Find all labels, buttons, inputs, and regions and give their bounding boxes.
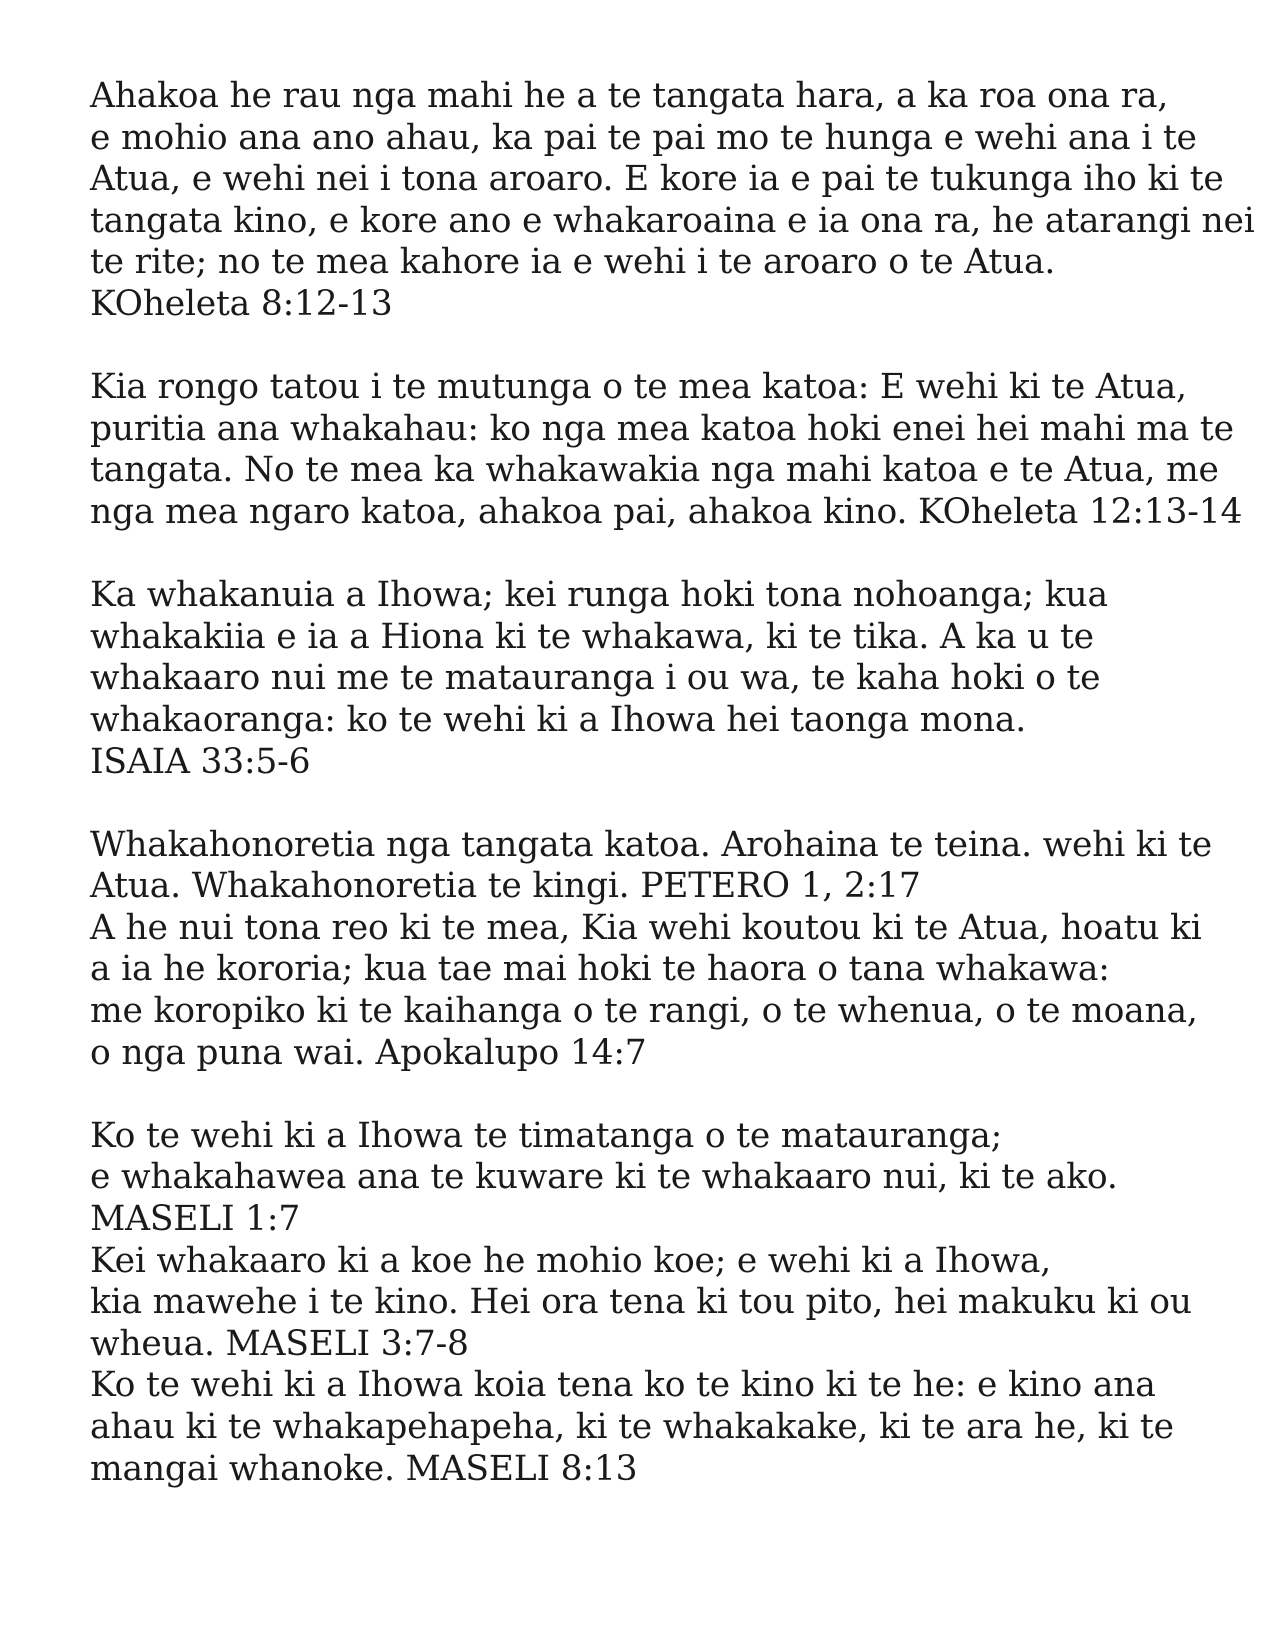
paragraph-gap [90,783,1250,825]
verse-reference: KOheleta 8:12-13 [90,283,393,324]
text-line: tangata kino, e kore ano e whakaroaina e ia ona ra, he atarangi nei [90,200,1255,241]
text-line: Ko te wehi ki a Ihowa koia tena ko te kino ki te he: e kino ana [90,1365,1156,1406]
text-line: whakakiia e ia a Hiona ki te whakawa, ki te tika. A ka u te [90,616,1094,657]
verse-reference: MASELI 1:7 [90,1199,301,1240]
text-line: e mohio ana ano ahau, ka pai te pai mo te hunga e wehi ana i te [90,117,1197,158]
passage-maseli [90,1116,1250,1490]
paragraph-gap [90,326,1250,368]
text-line: me koropiko ki te kaihanga o te rangi, o te whenua, o te moana, [90,991,1198,1032]
passage-koheleta-12 [90,367,1250,533]
text-line: Whakahonoretia nga tangata katoa. Arohaina te teina. wehi ki te [90,824,1212,865]
text-line: wheua. MASELI 3:7-8 [90,1323,469,1364]
text-line: tangata. No te mea ka whakawakia nga mahi katoa e te Atua, me [90,450,1219,491]
text-line: a ia he kororia; kua tae mai hoki te haora o tana whakawa: [90,949,1110,990]
document-page [90,76,1255,1490]
paragraph-gap [90,1074,1250,1116]
text-line: kia mawehe i te kino. Hei ora tena ki tou pito, hei makuku ki ou [90,1282,1192,1323]
text-line: Kei whakaaro ki a koe he mohio koe; e wehi ki a Ihowa, [90,1240,1051,1281]
text-line: ahau ki te whakapehapeha, ki te whakakake, ki te ara he, ki te [90,1407,1174,1447]
text-line: Ka whakanuia a Ihowa; kei runga hoki tona nohoanga; kua [90,575,1108,616]
passage-petero-apokalupo [90,825,1250,1075]
passage-koheleta-8 [90,76,1255,326]
text-line: Atua. Whakahonoretia te kingi. PETERO 1, 2:17 [90,866,921,907]
passage-isaia-33 [90,575,1250,783]
text-line: Atua, e wehi nei i tona aroaro. E kore ia e pai te tukunga iho ki te [90,159,1224,200]
paragraph-gap [90,534,1250,576]
text-line: o nga puna wai. Apokalupo 14:7 [90,1032,647,1073]
text-line: whakaoranga: ko te wehi ki a Ihowa hei taonga mona. [90,699,1026,740]
text-line: e whakahawea ana te kuware ki te whakaaro nui, ki te ako. [90,1157,1118,1198]
text-line: Ko te wehi ki a Ihowa te timatanga o te matauranga; [90,1115,1003,1156]
text-line: te rite; no te mea kahore ia e wehi i te aroaro o te Atua. [90,242,1056,283]
text-line: A he nui tona reo ki te mea, Kia wehi koutou ki te Atua, hoatu ki [90,907,1202,948]
text-line: nga mea ngaro katoa, ahakoa pai, ahakoa kino. KOheleta 12:13-14 [90,491,1243,532]
text-line: Ahakoa he rau nga mahi he a te tangata hara, a ka roa ona ra, [90,76,1169,116]
text-line: puritia ana whakahau: ko nga mea katoa hoki enei hei mahi ma te [90,408,1234,449]
verse-reference: ISAIA 33:5-6 [90,741,311,782]
text-line: Kia rongo tatou i te mutunga o te mea katoa: E wehi ki te Atua, [90,367,1187,408]
text-line: mangai whanoke. MASELI 8:13 [90,1448,638,1489]
text-line: whakaaro nui me te matauranga i ou wa, te kaha hoki o te [90,658,1101,699]
